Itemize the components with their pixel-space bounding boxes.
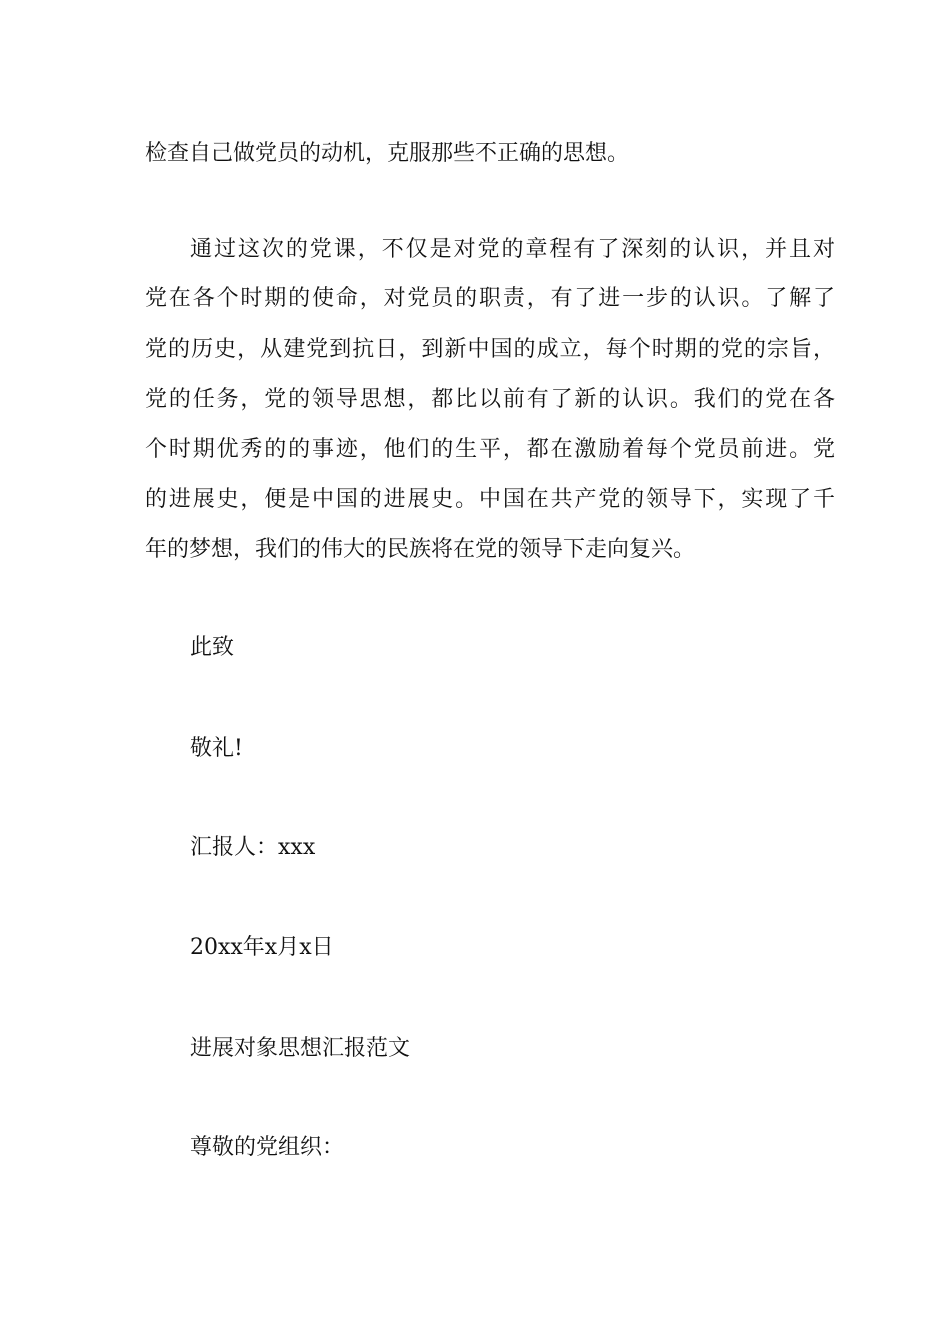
paragraph-line: 的进展史，便是中国的进展史。中国在共产党的领导下，实现了千 xyxy=(145,487,835,512)
reporter-line: 汇报人：xxx xyxy=(190,835,316,860)
paragraph-line: 年的梦想，我们的伟大的民族将在党的领导下走向复兴。 xyxy=(145,537,696,562)
closing-salute: 敬礼! xyxy=(190,736,243,761)
section-title: 进展对象思想汇报范文 xyxy=(190,1036,411,1061)
paragraph-line: 检查自己做党员的动机，克服那些不正确的思想。 xyxy=(145,141,630,166)
salutation: 尊敬的党组织： xyxy=(190,1135,345,1160)
paragraph-line: 党的历史，从建党到抗日，到新中国的成立，每个时期的党的宗旨， xyxy=(145,337,835,362)
paragraph-line: 党的任务，党的领导思想，都比以前有了新的认识。我们的党在各 xyxy=(145,387,835,412)
paragraph-line: 党在各个时期的使命，对党员的职责，有了进一步的认识。了解了 xyxy=(145,286,835,311)
paragraph-line: 通过这次的党课，不仅是对党的章程有了深刻的认识，并且对 xyxy=(190,237,835,262)
closing-greeting: 此致 xyxy=(190,635,235,660)
date-line: 20xx年x月x日 xyxy=(190,935,334,960)
paragraph-line: 个时期优秀的的事迹，他们的生平，都在激励着每个党员前进。党 xyxy=(145,437,835,462)
